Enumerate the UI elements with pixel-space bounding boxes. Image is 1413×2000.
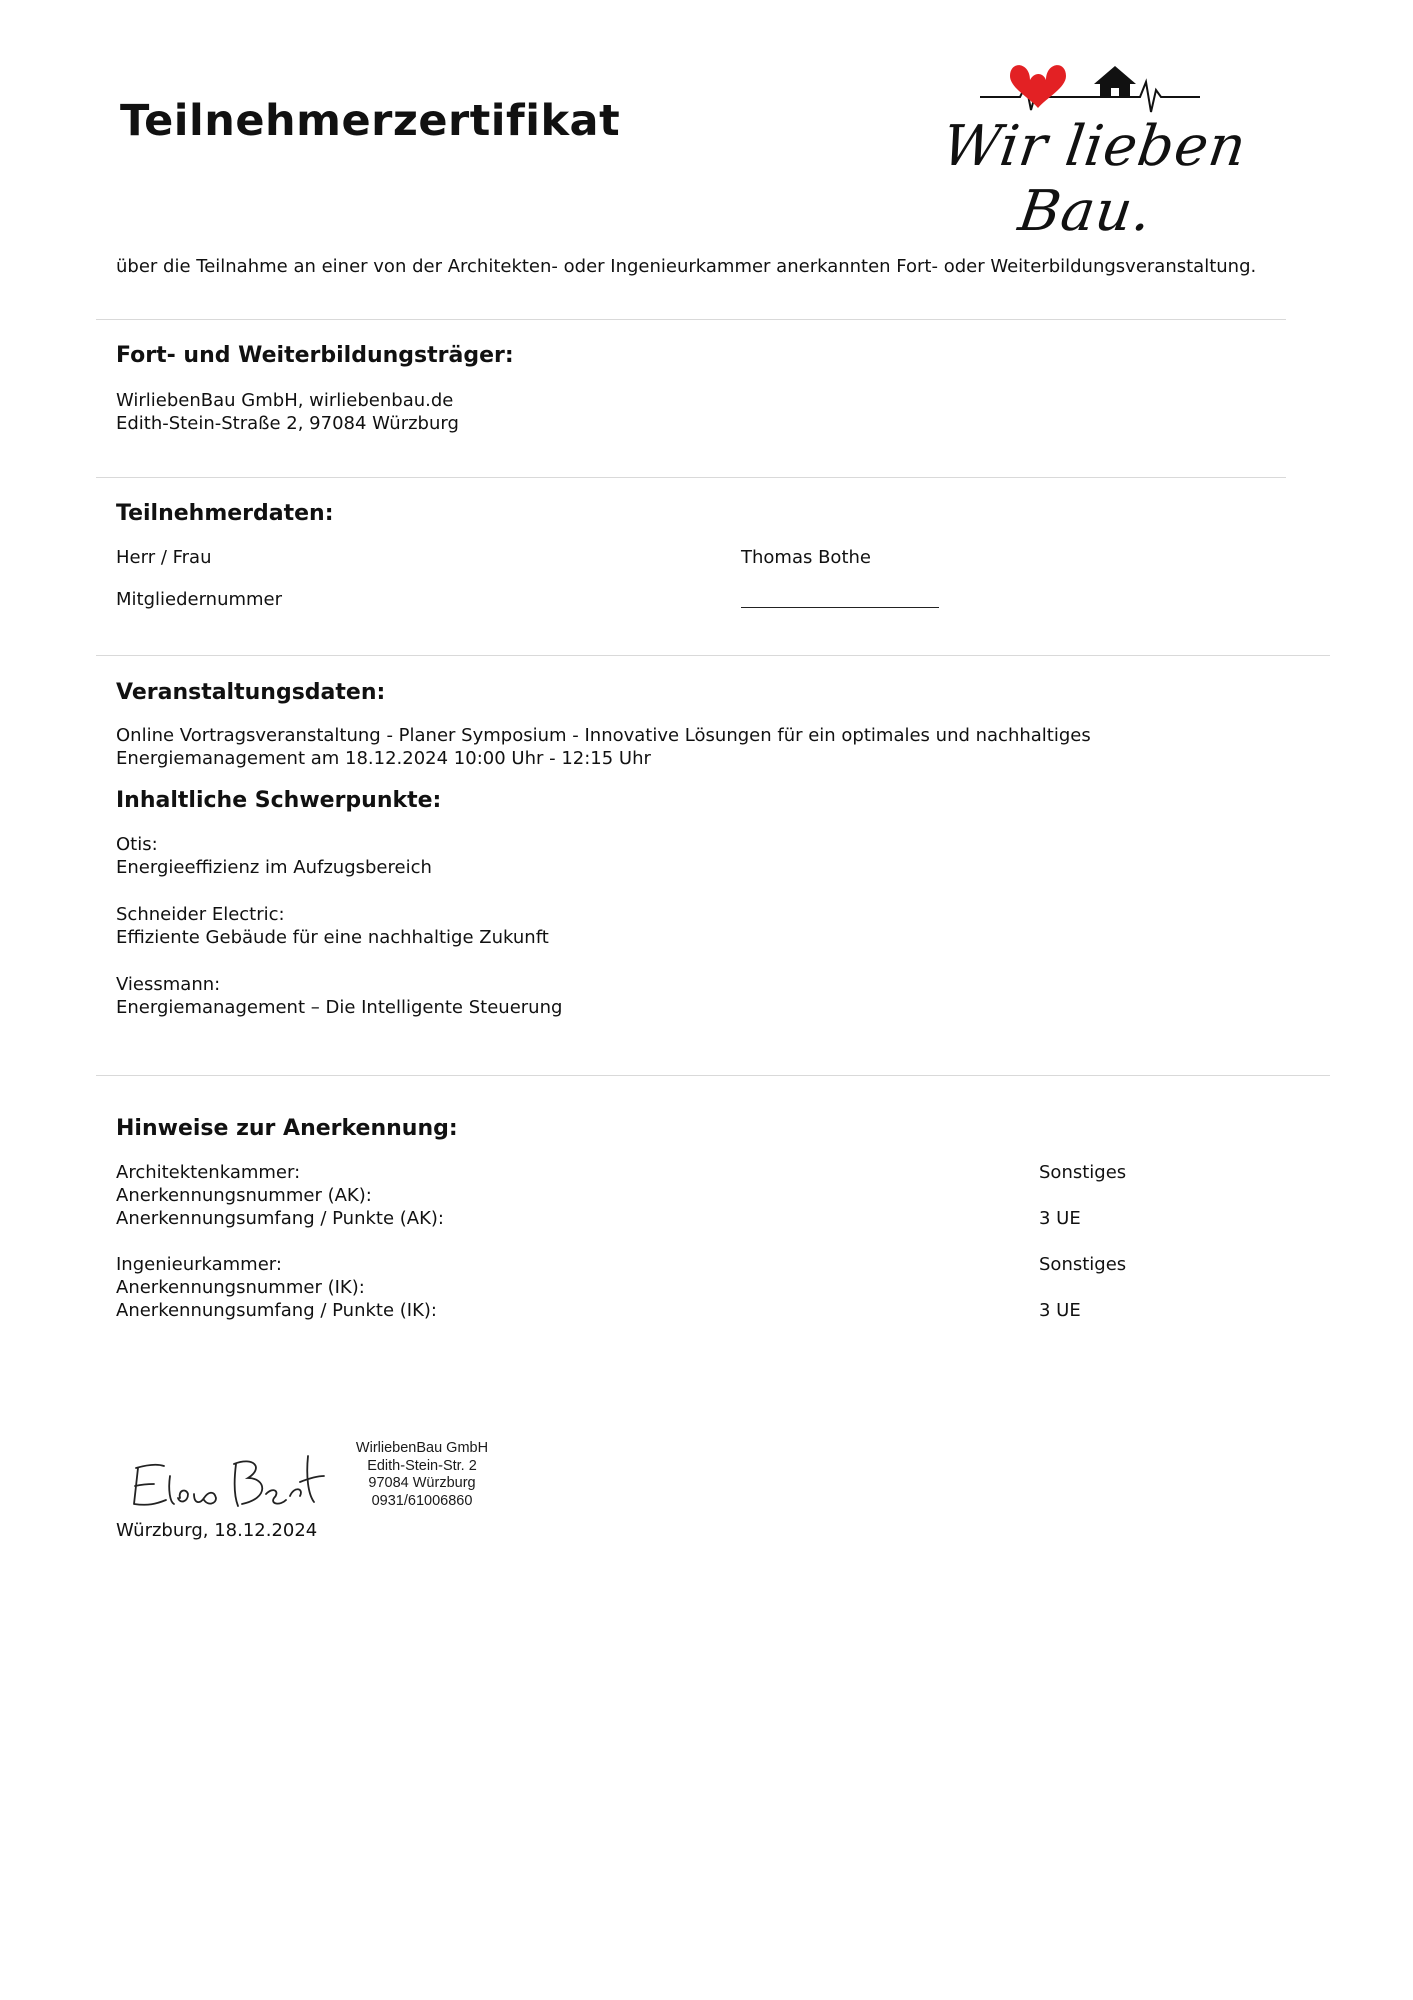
event-line-2: Energiemanagement am 18.12.2024 10:00 Uhr - 12:15 Uhr: [116, 748, 651, 769]
focus-company-viessmann: Viessmann:: [116, 974, 221, 995]
divider: [96, 1075, 1330, 1076]
divider: [96, 655, 1330, 656]
ik-scope-value: 3 UE: [1039, 1300, 1081, 1321]
ik-chamber-label: Ingenieurkammer:: [116, 1254, 282, 1275]
ak-number-label: Anerkennungsnummer (AK):: [116, 1185, 372, 1206]
focus-heading: Inhaltliche Schwerpunkte:: [116, 788, 442, 813]
provider-line-2: Edith-Stein-Straße 2, 97084 Würzburg: [116, 413, 459, 434]
focus-company-schneider: Schneider Electric:: [116, 904, 285, 925]
signature: [124, 1446, 334, 1516]
participant-name: Thomas Bothe: [741, 547, 871, 568]
heart-icon: [1010, 65, 1066, 108]
house-icon: [1094, 66, 1136, 98]
stamp-line-1: WirliebenBau GmbH: [355, 1440, 489, 1456]
member-number-field: [741, 607, 939, 608]
place-date: Würzburg, 18.12.2024: [116, 1520, 318, 1541]
focus-topic-otis: Energieeffizienz im Aufzugsbereich: [116, 857, 432, 878]
focus-topic-viessmann: Energiemanagement – Die Intelligente Steuerung: [116, 997, 563, 1018]
member-number-label: Mitgliedernummer: [116, 589, 283, 610]
ak-scope-value: 3 UE: [1039, 1208, 1081, 1229]
stamp-line-2: Edith-Stein-Str. 2: [367, 1457, 477, 1474]
provider-line-1: WirliebenBau GmbH, wirliebenbau.de: [116, 390, 454, 411]
event-heading: Veranstaltungsdaten:: [116, 680, 386, 705]
ak-chamber-label: Architektenkammer:: [116, 1162, 301, 1183]
intro-text: über die Teilnahme an einer von der Architekten- oder Ingenieurkammer anerkannten Fort- oder Weiterbildungsveranstaltung.: [116, 256, 1257, 277]
ik-scope-label: Anerkennungsumfang / Punkte (IK):: [116, 1300, 437, 1321]
stamp-line-3: 97084 Würzburg: [368, 1475, 476, 1491]
divider: [96, 319, 1286, 320]
ak-chamber-value: Sonstiges: [1039, 1162, 1127, 1183]
company-stamp: [342, 1440, 502, 1510]
divider: [96, 477, 1286, 478]
stamp-line-4: 0931/61006860: [371, 1492, 473, 1509]
ak-scope-label: Anerkennungsumfang / Punkte (AK):: [116, 1208, 444, 1229]
logo-wordmark: Wir lieben Bau.: [938, 114, 1251, 244]
focus-topic-schneider: Effiziente Gebäude für eine nachhaltige Zukunft: [116, 927, 549, 948]
focus-company-otis: Otis:: [116, 834, 158, 855]
event-line-1: Online Vortragsveranstaltung - Planer Symposium - Innovative Lösungen für ein optimales und nachhaltiges: [116, 725, 1091, 746]
ik-number-label: Anerkennungsnummer (IK):: [116, 1277, 365, 1298]
provider-heading: Fort- und Weiterbildungsträger:: [116, 343, 514, 368]
ik-chamber-value: Sonstiges: [1039, 1254, 1127, 1275]
salutation-label: Herr / Frau: [116, 547, 212, 568]
certificate-title: Teilnehmerzertifikat: [120, 96, 621, 146]
participant-heading: Teilnehmerdaten:: [116, 501, 334, 526]
company-logo: [910, 52, 1270, 244]
recognition-heading: Hinweise zur Anerkennung:: [116, 1116, 458, 1141]
